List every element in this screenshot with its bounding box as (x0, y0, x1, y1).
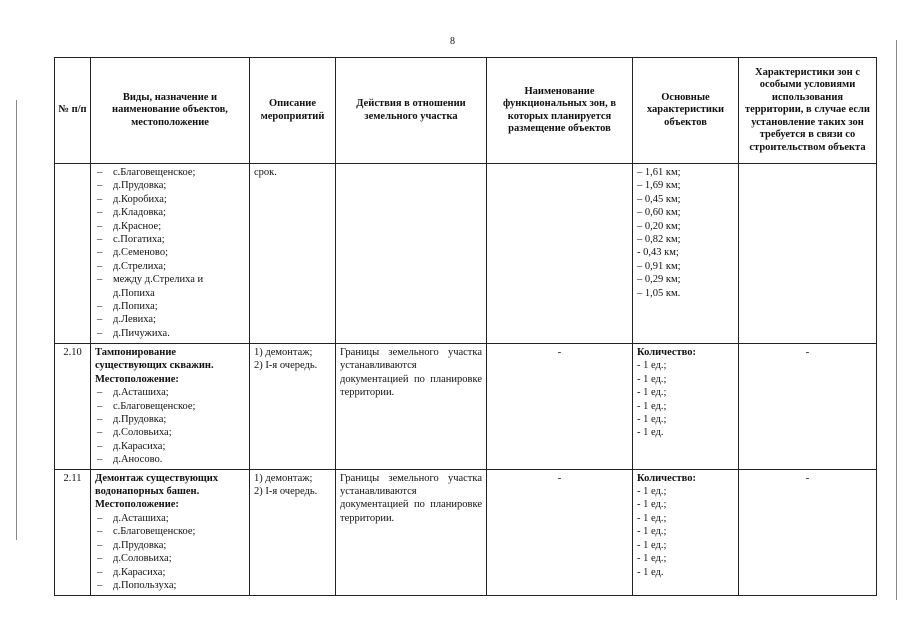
measure-item: 1) демонтаж; (254, 472, 313, 484)
location-list (95, 386, 245, 466)
measure-item: 1) демонтаж; (254, 347, 313, 358)
characteristics-cell (633, 344, 739, 470)
quantity-item: - 1 ед.; (637, 512, 667, 524)
characteristic-item: – 1,61 км; (637, 167, 681, 178)
land-actions-cell: Границы земельного участка устанавливаются документацией по планировке территории. (336, 344, 487, 470)
object-cell (91, 164, 250, 344)
object-cell (91, 344, 250, 470)
quantity-item: - 1 ед.; (637, 486, 667, 498)
measures-list (254, 472, 331, 499)
location-item: – д.Соловьиха; (95, 426, 245, 439)
header-object-type: Виды, назначение и наименование объектов, местоположение (91, 58, 250, 164)
measure-item: 2) I-я очередь. (254, 486, 318, 498)
measures-cell: срок. (250, 164, 336, 344)
location-item: – д.Попользуха; (95, 579, 245, 592)
measures-cell (250, 344, 336, 470)
characteristic-item: – 0,82 км; (637, 234, 681, 246)
quantity-list (637, 485, 734, 579)
zones-cell (487, 164, 633, 344)
characteristic-item: – 0,29 км; (637, 274, 681, 286)
location-item: – д.Асташиха; (95, 512, 245, 525)
location-item: – д.Прудовка; (95, 539, 245, 552)
characteristics-cell (633, 469, 739, 595)
quantity-label: Количество: (637, 347, 697, 358)
quantity-item: - 1 ед.; (637, 499, 667, 511)
location-item: – д.Асташиха; (95, 386, 245, 399)
characteristics-list (637, 166, 734, 300)
location-item: – д.Попиха; (95, 300, 245, 313)
quantity-item: - 1 ед. (637, 566, 664, 578)
characteristic-item: – 0,45 км; (637, 193, 681, 205)
quantity-item: - 1 ед.; (637, 553, 667, 565)
location-list (95, 166, 245, 340)
quantity-item: - 1 ед.; (637, 400, 667, 412)
quantity-item: - 1 ед. (637, 427, 664, 439)
location-item: – д.Кладовка; (95, 206, 245, 219)
header-characteristics: Основные характеристики объектов (633, 58, 739, 164)
special-zones-cell: - (739, 469, 877, 595)
header-number: № п/п (55, 58, 91, 164)
quantity-item: - 1 ед.; (637, 387, 667, 399)
quantity-item: - 1 ед.; (637, 414, 667, 426)
zones-cell: - (487, 344, 633, 470)
characteristic-item: – 1,69 км; (637, 180, 681, 192)
characteristic-item: – 1,05 км. (637, 287, 681, 299)
scan-edge-left (16, 100, 17, 540)
quantity-item: - 1 ед.; (637, 373, 667, 385)
table-row (55, 164, 877, 344)
object-title: Демонтаж существующих водонапорных башен. (95, 472, 219, 498)
scan-edge-right (896, 40, 897, 600)
location-label: Местоположение: (95, 373, 179, 385)
page-number: 8 (450, 36, 455, 47)
special-zones-cell: - (739, 344, 877, 470)
quantity-item: - 1 ед.; (637, 360, 667, 372)
row-number-cell: 2.10 (55, 344, 91, 470)
quantity-item: - 1 ед.; (637, 526, 667, 538)
location-item: – с.Благовещенское; (95, 166, 245, 179)
header-functional-zones: Наименование функциональных зон, в которых планируется размещение объектов (487, 58, 633, 164)
header-land-actions: Действия в отношении земельного участка (336, 58, 487, 164)
location-item: – д.Пичужиха. (95, 327, 245, 340)
table-row (55, 469, 877, 595)
object-cell (91, 469, 250, 595)
special-zones-cell (739, 164, 877, 344)
header-special-zones: Характеристики зон с особыми условиями использования территории, в случае если установление таких зон требуется в связи со строительством объекта (739, 58, 877, 164)
location-label: Местоположение: (95, 499, 179, 511)
land-actions-cell (336, 164, 487, 344)
characteristics-cell (633, 164, 739, 344)
row-number-cell (55, 164, 91, 344)
characteristic-item: - 0,43 км; (637, 247, 679, 259)
header-measures: Описание мероприятий (250, 58, 336, 164)
location-item: – д.Коробиха; (95, 193, 245, 206)
location-item: – д.Прудовка; (95, 413, 245, 426)
zones-cell: - (487, 469, 633, 595)
location-item: – д.Прудовка; (95, 179, 245, 192)
object-title: Тампонирование существующих скважин. (95, 347, 214, 372)
location-item: – д.Семеново; (95, 246, 245, 259)
location-item: – д.Аносово. (95, 453, 245, 466)
location-item: – д.Красное; (95, 220, 245, 233)
measure-item: 2) I-я очередь. (254, 360, 318, 372)
characteristic-item: – 0,20 км; (637, 220, 681, 232)
location-list (95, 512, 245, 592)
location-item: – д.Карасиха; (95, 566, 245, 579)
location-item: – д.Левиха; (95, 313, 245, 326)
table-row (55, 344, 877, 470)
quantity-item: - 1 ед.; (637, 539, 667, 551)
location-item: – д.Карасиха; (95, 440, 245, 453)
measures-cell (250, 469, 336, 595)
location-item: – с.Погатиха; (95, 233, 245, 246)
document-table (54, 57, 877, 596)
characteristic-item: – 0,91 км; (637, 260, 681, 272)
location-item: – д.Стрелиха; (95, 260, 245, 273)
quantity-label: Количество: (637, 472, 697, 484)
land-actions-cell: Границы земельного участка устанавливаются документацией по планировке территории. (336, 469, 487, 595)
location-item: – между д.Стрелиха и д.Попиха (95, 273, 245, 300)
measures-list (254, 346, 331, 373)
quantity-list (637, 359, 734, 439)
location-item: – д.Соловьиха; (95, 552, 245, 565)
characteristic-item: – 0,60 км; (637, 207, 681, 219)
location-item: – с.Благовещенское; (95, 400, 245, 413)
table-header-row (55, 58, 877, 164)
row-number-cell: 2.11 (55, 469, 91, 595)
location-item: – с.Благовещенское; (95, 525, 245, 538)
